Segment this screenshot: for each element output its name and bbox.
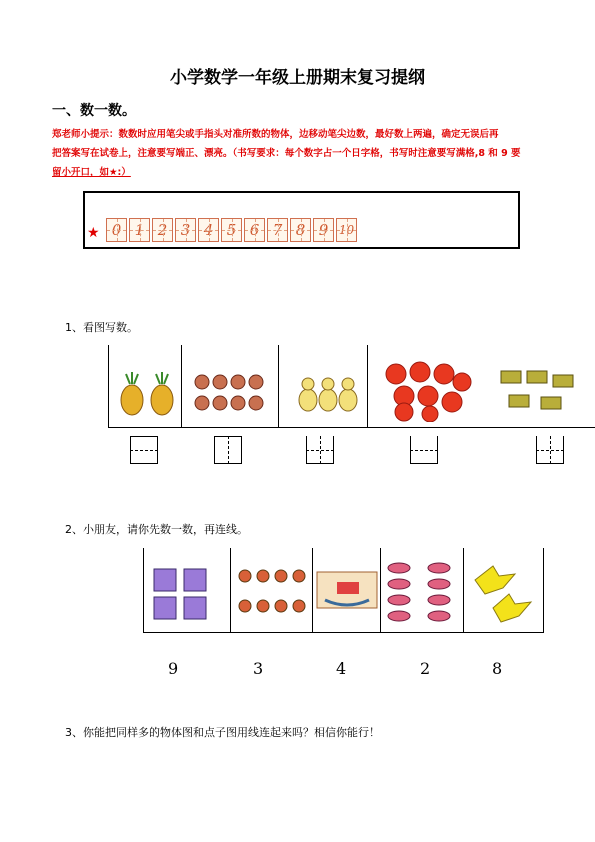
digit-cell: 10: [336, 218, 357, 242]
fish-icon: [385, 560, 461, 626]
digit-cell: 2: [152, 218, 173, 242]
digit-cell: 9: [313, 218, 334, 242]
teacher-tip: [52, 125, 572, 182]
question-3-label: 3、你能把同样多的物体图和点子图用线连起来吗？相信你能行！: [65, 726, 380, 739]
number-option[interactable]: 8: [492, 659, 503, 678]
rocking-horse-icon: [315, 570, 379, 610]
flower-icon: [192, 372, 266, 412]
digit-cell: 7: [267, 218, 288, 242]
digit-cell: 0: [106, 218, 127, 242]
cup-icon: [152, 567, 216, 621]
answer-box[interactable]: [214, 436, 242, 464]
answer-box[interactable]: [410, 436, 438, 464]
number-option[interactable]: 3: [253, 659, 264, 678]
number-option[interactable]: 2: [420, 659, 431, 678]
pineapple-icon: [118, 372, 178, 416]
number-option[interactable]: 9: [168, 659, 179, 678]
question-2-label: 2、小朋友，请你先数一数，再连线。: [65, 523, 248, 536]
tip-line-3: 留小开口，如★:）: [52, 167, 131, 178]
section-heading-count: 一、数一数。: [52, 103, 136, 119]
tomato-icon: [382, 360, 472, 422]
snail-icon: [236, 564, 312, 622]
tip-line-2: 把答案写在试卷上，注意要写端正、漂亮。（书写要求：每个数字占一个日字格，书写时注意要写满格,8 和 9 要: [52, 148, 521, 159]
star-icon: ★: [87, 225, 100, 241]
cow-icon: [497, 365, 577, 421]
digit-cell: 4: [198, 218, 219, 242]
bird-icon: [469, 560, 539, 624]
answer-box[interactable]: [306, 436, 334, 464]
digit-cell: 6: [244, 218, 265, 242]
page-title: 小学数学一年级上册期末复习提纲: [170, 68, 425, 88]
answer-box[interactable]: [536, 436, 564, 464]
question-1-label: 1、看图写数。: [65, 321, 138, 334]
answer-box[interactable]: [130, 436, 158, 464]
digit-cell: 8: [290, 218, 311, 242]
number-option[interactable]: 4: [336, 659, 347, 678]
tip-line-1: 郑老师小提示：数数时应用笔尖或手指头对准所数的物体，边移动笔尖边数，最好数上两遍，确定无误后再: [52, 129, 499, 140]
digit-cell: 5: [221, 218, 242, 242]
digit-row: [106, 218, 357, 242]
digit-cell: 1: [129, 218, 150, 242]
duck-icon: [296, 372, 360, 414]
digit-cell: 3: [175, 218, 196, 242]
